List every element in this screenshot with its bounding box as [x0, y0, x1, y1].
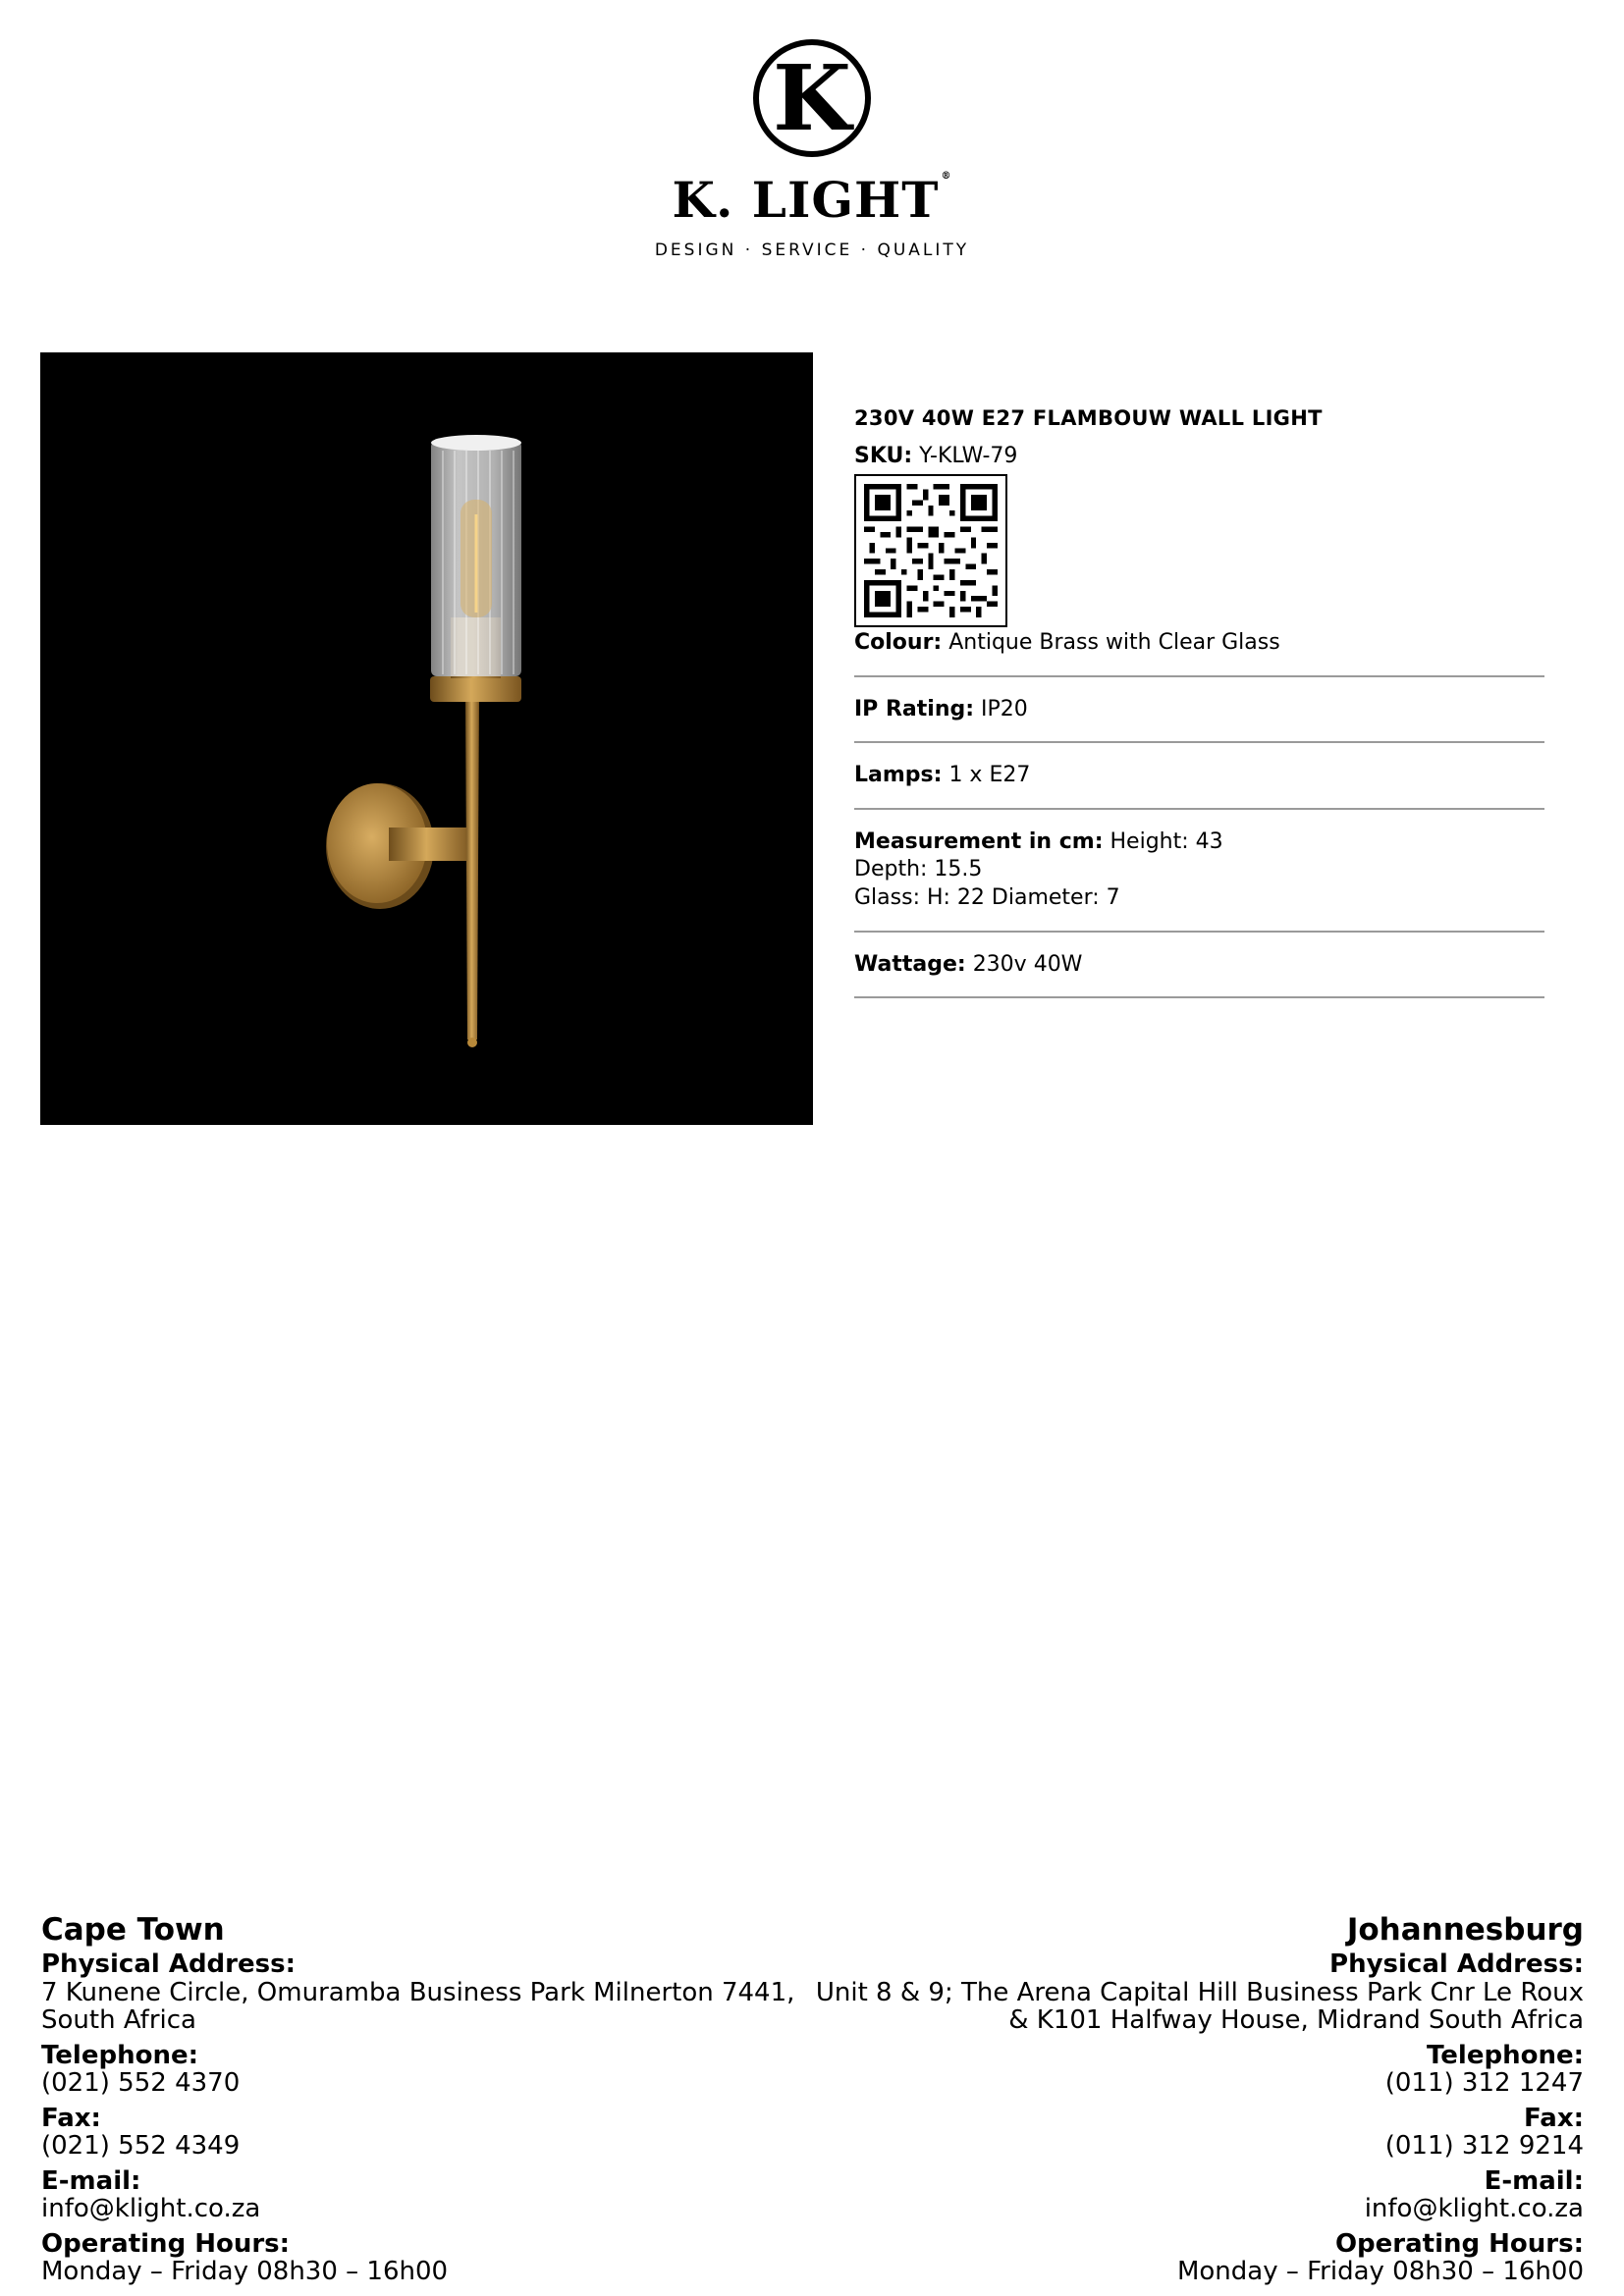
hours-label: Operating Hours: [41, 2229, 291, 2260]
spec-wattage [854, 951, 1544, 999]
spec-ip-rating [854, 696, 1544, 744]
address-line: 7 Kunene Circle, Omuramba Business Park Milnerton 7441, [41, 1977, 795, 2007]
sku-label: SKU: [854, 444, 913, 468]
address-label: Physical Address: [1329, 1949, 1584, 1980]
footer-cape-town [41, 1914, 827, 2285]
brand-name: K. LIGHT [672, 171, 940, 229]
ip-value: IP20 [981, 696, 1028, 721]
address-line: & K101 Halfway House, Midrand South Africa [1008, 2004, 1584, 2035]
measure-height: Height: 43 [1110, 828, 1223, 854]
hours-label: Operating Hours: [1334, 2229, 1584, 2260]
footer-johannesburg [739, 1914, 1584, 2285]
ip-label: IP Rating: [854, 696, 975, 721]
fax-label: Fax: [1524, 2103, 1584, 2133]
city-heading: Cape Town [41, 1912, 225, 1948]
sku-value: Y-KLW-79 [919, 444, 1018, 468]
product-photo [40, 352, 813, 1125]
product-specs [854, 406, 1544, 1017]
telephone-value[interactable]: (021) 552 4370 [41, 2067, 241, 2098]
address-label: Physical Address: [41, 1949, 296, 1980]
spec-measurement [854, 828, 1544, 933]
brand-logo [0, 39, 1624, 260]
brand-tagline: DESIGN · SERVICE · QUALITY [654, 240, 970, 260]
email-label: E-mail: [41, 2166, 141, 2197]
email-label: E-mail: [1484, 2166, 1584, 2197]
registered-mark: ® [941, 171, 952, 182]
spec-lamps [854, 762, 1544, 810]
hours-value: Monday – Friday 08h30 – 16h00 [41, 2257, 449, 2287]
wattage-label: Wattage: [854, 951, 966, 977]
colour-label: Colour: [854, 630, 943, 655]
address-line: Unit 8 & 9; The Arena Capital Hill Business Park Cnr Le Roux [815, 1977, 1584, 2007]
fax-label: Fax: [41, 2103, 101, 2133]
measure-glass: Glass: H: 22 Diameter: 7 [854, 884, 1120, 910]
wattage-value: 230v 40W [972, 951, 1083, 977]
address-line: South Africa [41, 2004, 196, 2035]
qr-code-graphic [864, 484, 998, 617]
telephone-label: Telephone: [1427, 2040, 1584, 2070]
wall-light-illustration [40, 352, 813, 1125]
sku-line [854, 444, 1544, 468]
brand-monogram: K [753, 39, 871, 157]
telephone-label: Telephone: [41, 2040, 198, 2070]
email-link[interactable]: info@klight.co.za [1364, 2194, 1584, 2224]
hours-value: Monday – Friday 08h30 – 16h00 [1176, 2257, 1584, 2287]
spec-colour [854, 629, 1544, 677]
measure-label: Measurement in cm: [854, 828, 1104, 854]
city-heading: Johannesburg [1346, 1912, 1584, 1948]
email-link[interactable]: info@klight.co.za [41, 2194, 261, 2224]
telephone-value[interactable]: (011) 312 1247 [1384, 2067, 1584, 2098]
lamps-label: Lamps: [854, 763, 943, 788]
product-title: 230V 40W E27 FLAMBOUW WALL LIGHT [854, 406, 1323, 430]
colour-value: Antique Brass with Clear Glass [948, 630, 1280, 655]
qr-code[interactable] [854, 474, 1007, 627]
lamps-value: 1 x E27 [948, 763, 1031, 788]
fax-value: (011) 312 9214 [1384, 2130, 1584, 2161]
fax-value: (021) 552 4349 [41, 2130, 241, 2161]
measure-depth: Depth: 15.5 [854, 857, 983, 882]
